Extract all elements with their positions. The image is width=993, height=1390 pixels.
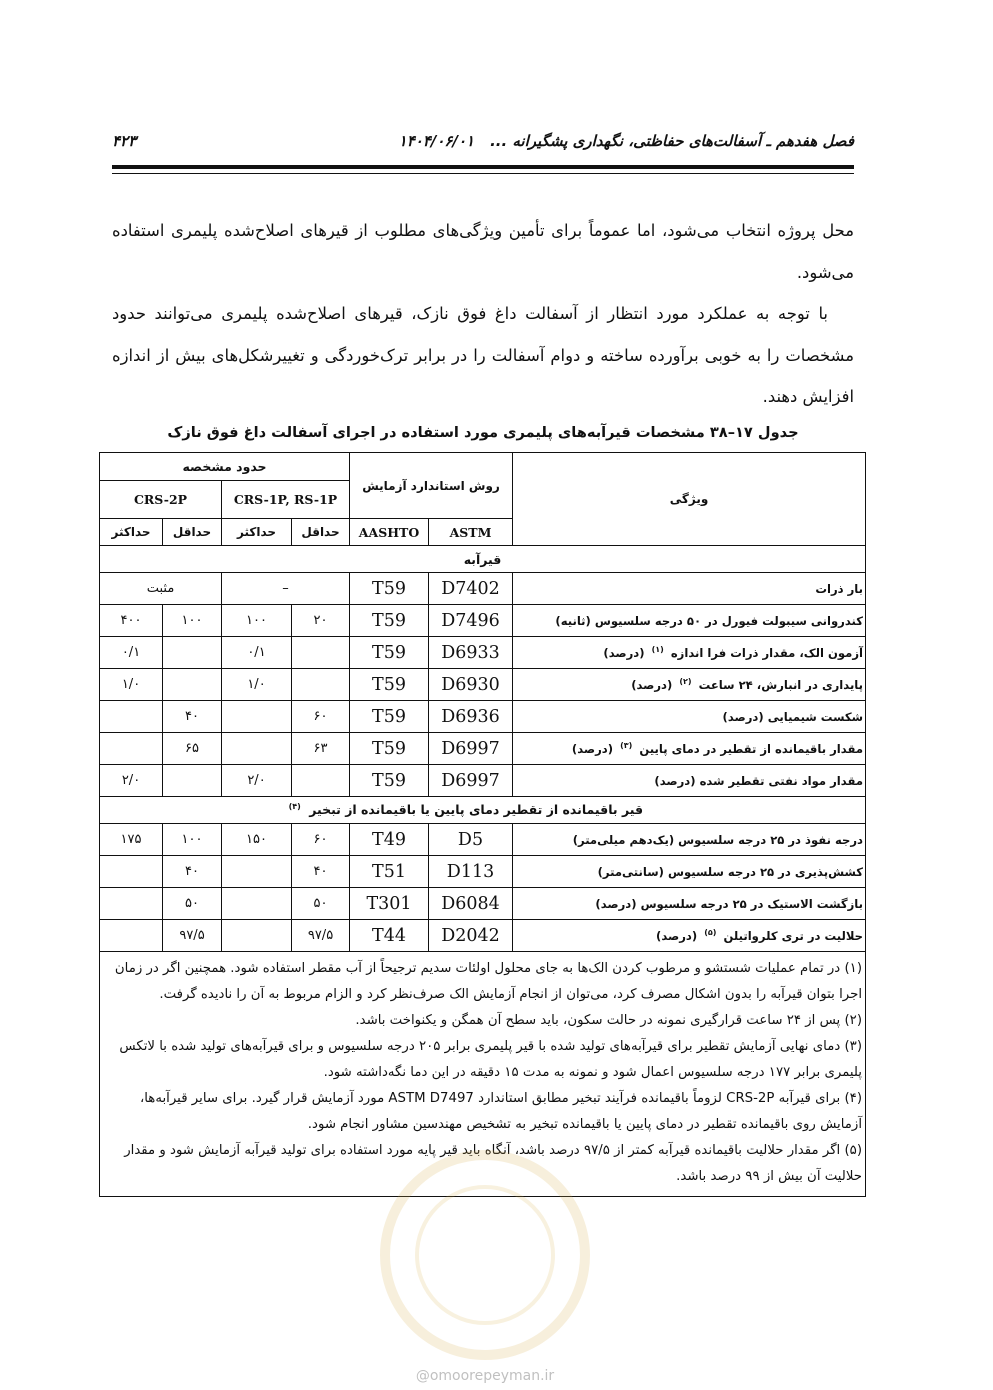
aashto-code: T44: [350, 920, 429, 952]
table-row: [100, 856, 866, 888]
property-cell: [513, 824, 866, 856]
footnote-marker: (۴): [288, 802, 301, 812]
property-unit: (ثانیه): [555, 613, 591, 628]
table-row: [100, 605, 866, 637]
grade-1-min: ۴۰: [292, 856, 350, 888]
grade-1-min: ۶۳: [292, 733, 350, 765]
property-name: مقدار مواد نفتی تقطیر شده: [699, 773, 864, 788]
footnote: (۳) دمای نهایی آزمایش تقطیر برای قیرآبه‌های تولید شده با قیر پلیمری برابر ۲۰۵ درجه سلسیوس و برای قیرآبه‌های تولید شده با لاتکس پلیمری برابر ۱۷۷ درجه سلسیوس اعمال شود و نمونه به مدت ۱۵ دقیقه در این دما نگه‌داشته شود.: [119, 1039, 863, 1080]
property-cell: [513, 888, 866, 920]
watermark-seal-inner: [415, 1185, 555, 1325]
header-date: ۱۴۰۴/۰۶/۰۱: [398, 132, 475, 150]
property-cell: [513, 920, 866, 952]
grade-2-min: [163, 765, 222, 797]
grade-1-min: ۲۰: [292, 605, 350, 637]
grade-1-min: ۶۰: [292, 824, 350, 856]
grade-2-min: ۵۰: [163, 888, 222, 920]
header-g1-max: حداکثر: [222, 519, 292, 546]
astm-code: D7496: [429, 605, 513, 637]
table-row: [100, 637, 866, 669]
aashto-code: T51: [350, 856, 429, 888]
page-header: [112, 128, 854, 154]
grade-1-max: ۱۰۰: [222, 605, 292, 637]
property-name: شکست شیمیایی: [767, 709, 864, 724]
astm-code: D6084: [429, 888, 513, 920]
section-emulsion: قیرآبه: [100, 546, 866, 573]
chapter-title: فصل هفدهم ـ آسفالت‌های حفاظتی، نگهداری پشگیرانه ...: [490, 132, 854, 150]
header-property: ویژگی: [513, 453, 866, 546]
header-grade-1: CRS-1P, RS-1P: [222, 481, 350, 519]
property-cell: [513, 701, 866, 733]
header-g2-max: حداکثر: [100, 519, 163, 546]
table-row: [100, 573, 866, 605]
footnote-marker: (۵): [704, 928, 717, 938]
property-unit: (درصد): [631, 677, 673, 692]
table-row: [100, 888, 866, 920]
property-unit: (درصد): [722, 709, 764, 724]
grade-2-max: ۰/۱: [100, 637, 163, 669]
table-row: [100, 669, 866, 701]
header-rule-thin: [112, 173, 854, 174]
footnote: (۵) اگر مقدار حلالیت باقیمانده قیرآبه کمتر از ۹۷/۵ درصد باشد، آنگاه باید قیر پایه مورد استفاده برای تولید قیرآبه آزمایش شود و مقدار حلالیت آن بیش از ۹۹ درصد باشد.: [124, 1143, 863, 1184]
grade-1-max: [222, 888, 292, 920]
grade-1-max: ۰/۱: [222, 637, 292, 669]
astm-code: D5: [429, 824, 513, 856]
footnote-marker: (۱): [651, 645, 664, 655]
grade-2-min: ۴۰: [163, 701, 222, 733]
property-cell: [513, 733, 866, 765]
property-cell: [513, 669, 866, 701]
watermark-text: @omoorepeyman.ir: [415, 1368, 555, 1384]
astm-code: D7402: [429, 573, 513, 605]
astm-code: D6997: [429, 765, 513, 797]
header-g1-min: حداقل: [292, 519, 350, 546]
property-name: کندروانی سیبولت فیورل در ۵۰ درجه سلسیوس: [594, 613, 864, 628]
footnote: (۲) پس از ۲۴ ساعت قرارگیری نمونه در حالت سکون، باید سطح آن همگن و یکنواخت باشد.: [355, 1013, 863, 1028]
header-grade-2: CRS-2P: [100, 481, 222, 519]
header-test-method: روش استاندارد آزمایش: [350, 453, 513, 519]
grade-2-min: [163, 669, 222, 701]
grade-2-min: ۱۰۰: [163, 605, 222, 637]
section-residue: [100, 797, 866, 824]
property-unit: (یک‌دهم میلی‌متر): [572, 832, 675, 847]
property-name: بازگشت الاستیک در ۲۵ درجه سلسیوس: [640, 896, 864, 911]
section-residue-label: قیر باقیمانده از تقطیر دمای پایین یا باقیمانده از تبخیر: [309, 802, 644, 818]
property-unit: (درصد): [571, 741, 614, 756]
table-row: [100, 765, 866, 797]
footnote-marker: (۲): [679, 677, 692, 687]
grade-1-max: ۱/۰: [222, 669, 292, 701]
astm-code: D6930: [429, 669, 513, 701]
property-name: پایداری در انبارش، ۲۴ ساعت: [698, 677, 864, 692]
header-aashto: AASHTO: [350, 519, 429, 546]
property-unit: (سانتی‌متر): [597, 864, 664, 879]
grade-1-min: ۶۰: [292, 701, 350, 733]
aashto-code: T59: [350, 733, 429, 765]
property-name: بار ذرات: [815, 581, 864, 596]
grade-2-max: ۱/۰: [100, 669, 163, 701]
grade-1-value: –: [222, 573, 350, 605]
grade-2-min: ۹۷/۵: [163, 920, 222, 952]
table-row: [100, 733, 866, 765]
aashto-code: T59: [350, 573, 429, 605]
property-name: درجه نفوذ در ۲۵ درجه سلسیوس: [678, 832, 864, 847]
footnote-marker: (۳): [620, 741, 633, 751]
table-row: [100, 824, 866, 856]
astm-code: D113: [429, 856, 513, 888]
grade-2-min: ۴۰: [163, 856, 222, 888]
grade-2-max: [100, 733, 163, 765]
aashto-code: T59: [350, 669, 429, 701]
grade-1-max: [222, 701, 292, 733]
astm-code: D6997: [429, 733, 513, 765]
grade-1-max: [222, 733, 292, 765]
grade-1-min: [292, 637, 350, 669]
grade-2-max: [100, 701, 163, 733]
astm-code: D6933: [429, 637, 513, 669]
property-cell: [513, 605, 866, 637]
property-cell: [513, 637, 866, 669]
aashto-code: T59: [350, 637, 429, 669]
grade-1-min: [292, 669, 350, 701]
property-cell: [513, 573, 866, 605]
grade-2-max: ۲/۰: [100, 765, 163, 797]
header-g2-min: حداقل: [163, 519, 222, 546]
grade-2-max: [100, 920, 163, 952]
table-caption: جدول ۱۷–۳۸ مشخصات قیرآبه‌های پلیمری مورد استفاده در اجرای آسفالت داغ فوق نازک: [167, 424, 799, 441]
grade-1-min: ۹۷/۵: [292, 920, 350, 952]
property-unit: (درصد): [654, 773, 696, 788]
property-cell: [513, 856, 866, 888]
grade-1-min: [292, 765, 350, 797]
grade-2-min: [163, 637, 222, 669]
property-unit: (درصد): [603, 645, 645, 660]
grade-1-max: ۱۵۰: [222, 824, 292, 856]
property-name: کشش‌پذیری در ۲۵ درجه سلسیوس: [667, 864, 864, 879]
aashto-code: T49: [350, 824, 429, 856]
header-rule-thick: [112, 165, 854, 169]
grade-2-max: ۴۰۰: [100, 605, 163, 637]
property-name: حلالیت در تری کلرواتیلن: [723, 928, 864, 943]
header-limits: حدود مشخصه: [100, 453, 350, 481]
footnote: (۴) برای قیرآبه CRS-2P لزوماً باقیمانده فرآیند تبخیر مطابق استاندارد ASTM D7497 مورد آزمایش قرار گیرد. برای سایر قیرآبه‌ها، آزمایش روی باقیمانده تقطیر در دمای پایین یا باقیمانده تبخیر به تشخیص مهندسین مشاور انجام شود.: [139, 1091, 863, 1132]
grade-2-max: [100, 856, 163, 888]
body-text: [112, 210, 854, 418]
property-unit: (درصد): [656, 928, 698, 943]
aashto-code: T59: [350, 765, 429, 797]
paragraph-1: محل پروژه انتخاب می‌شود، اما عموماً برای تأمین ویژگی‌های مطلوب از قیرهای اصلاح‌شده پلیمری استفاده می‌شود.: [112, 221, 854, 282]
spec-table: [99, 452, 866, 1197]
footnote: (۱) در تمام عملیات شستشو و مرطوب کردن الک‌ها به جای محلول اولئات سدیم ترجیحاً از آب مقطر استفاده شود. همچنین اگر در زمان اجرا بتوان قیرآبه را بدون اشکال مصرف کرد، می‌توان از انجام آزمایش الک صرف‌نظر کرد و الزام مربوط به آن را نادیده گرفت.: [114, 961, 863, 1002]
header-title-group: [385, 132, 854, 150]
grade-2-min: ۶۵: [163, 733, 222, 765]
grade-1-max: ۲/۰: [222, 765, 292, 797]
property-cell: [513, 765, 866, 797]
table-notes: [100, 952, 866, 1197]
paragraph-2: با توجه به عملکرد مورد انتظار از آسفالت داغ فوق نازک، قیرهای اصلاح‌شده پلیمری می‌توانند حدود مشخصات را به خوبی برآورده ساخته و دوام آسفالت را در برابر ترک‌خوردگی و تغییرشکل‌های بیش از اندازه افزایش دهند.: [112, 304, 854, 406]
grade-2-max: ۱۷۵: [100, 824, 163, 856]
astm-code: D6936: [429, 701, 513, 733]
property-name: مقدار باقیمانده از تقطیر در دمای پایین: [639, 741, 864, 756]
aashto-code: T59: [350, 701, 429, 733]
grade-2-max: [100, 888, 163, 920]
property-name: آزمون الک، مقدار ذرات فرا اندازه: [670, 645, 864, 660]
property-unit: (درصد): [595, 896, 637, 911]
astm-code: D2042: [429, 920, 513, 952]
grade-1-max: [222, 920, 292, 952]
table-row: [100, 920, 866, 952]
grade-2-min: ۱۰۰: [163, 824, 222, 856]
grade-1-max: [222, 856, 292, 888]
page-number: ۴۲۳: [112, 132, 137, 150]
table-row: [100, 701, 866, 733]
aashto-code: T301: [350, 888, 429, 920]
grade-2-value: مثبت: [100, 573, 222, 605]
aashto-code: T59: [350, 605, 429, 637]
header-astm: ASTM: [429, 519, 513, 546]
grade-1-min: ۵۰: [292, 888, 350, 920]
